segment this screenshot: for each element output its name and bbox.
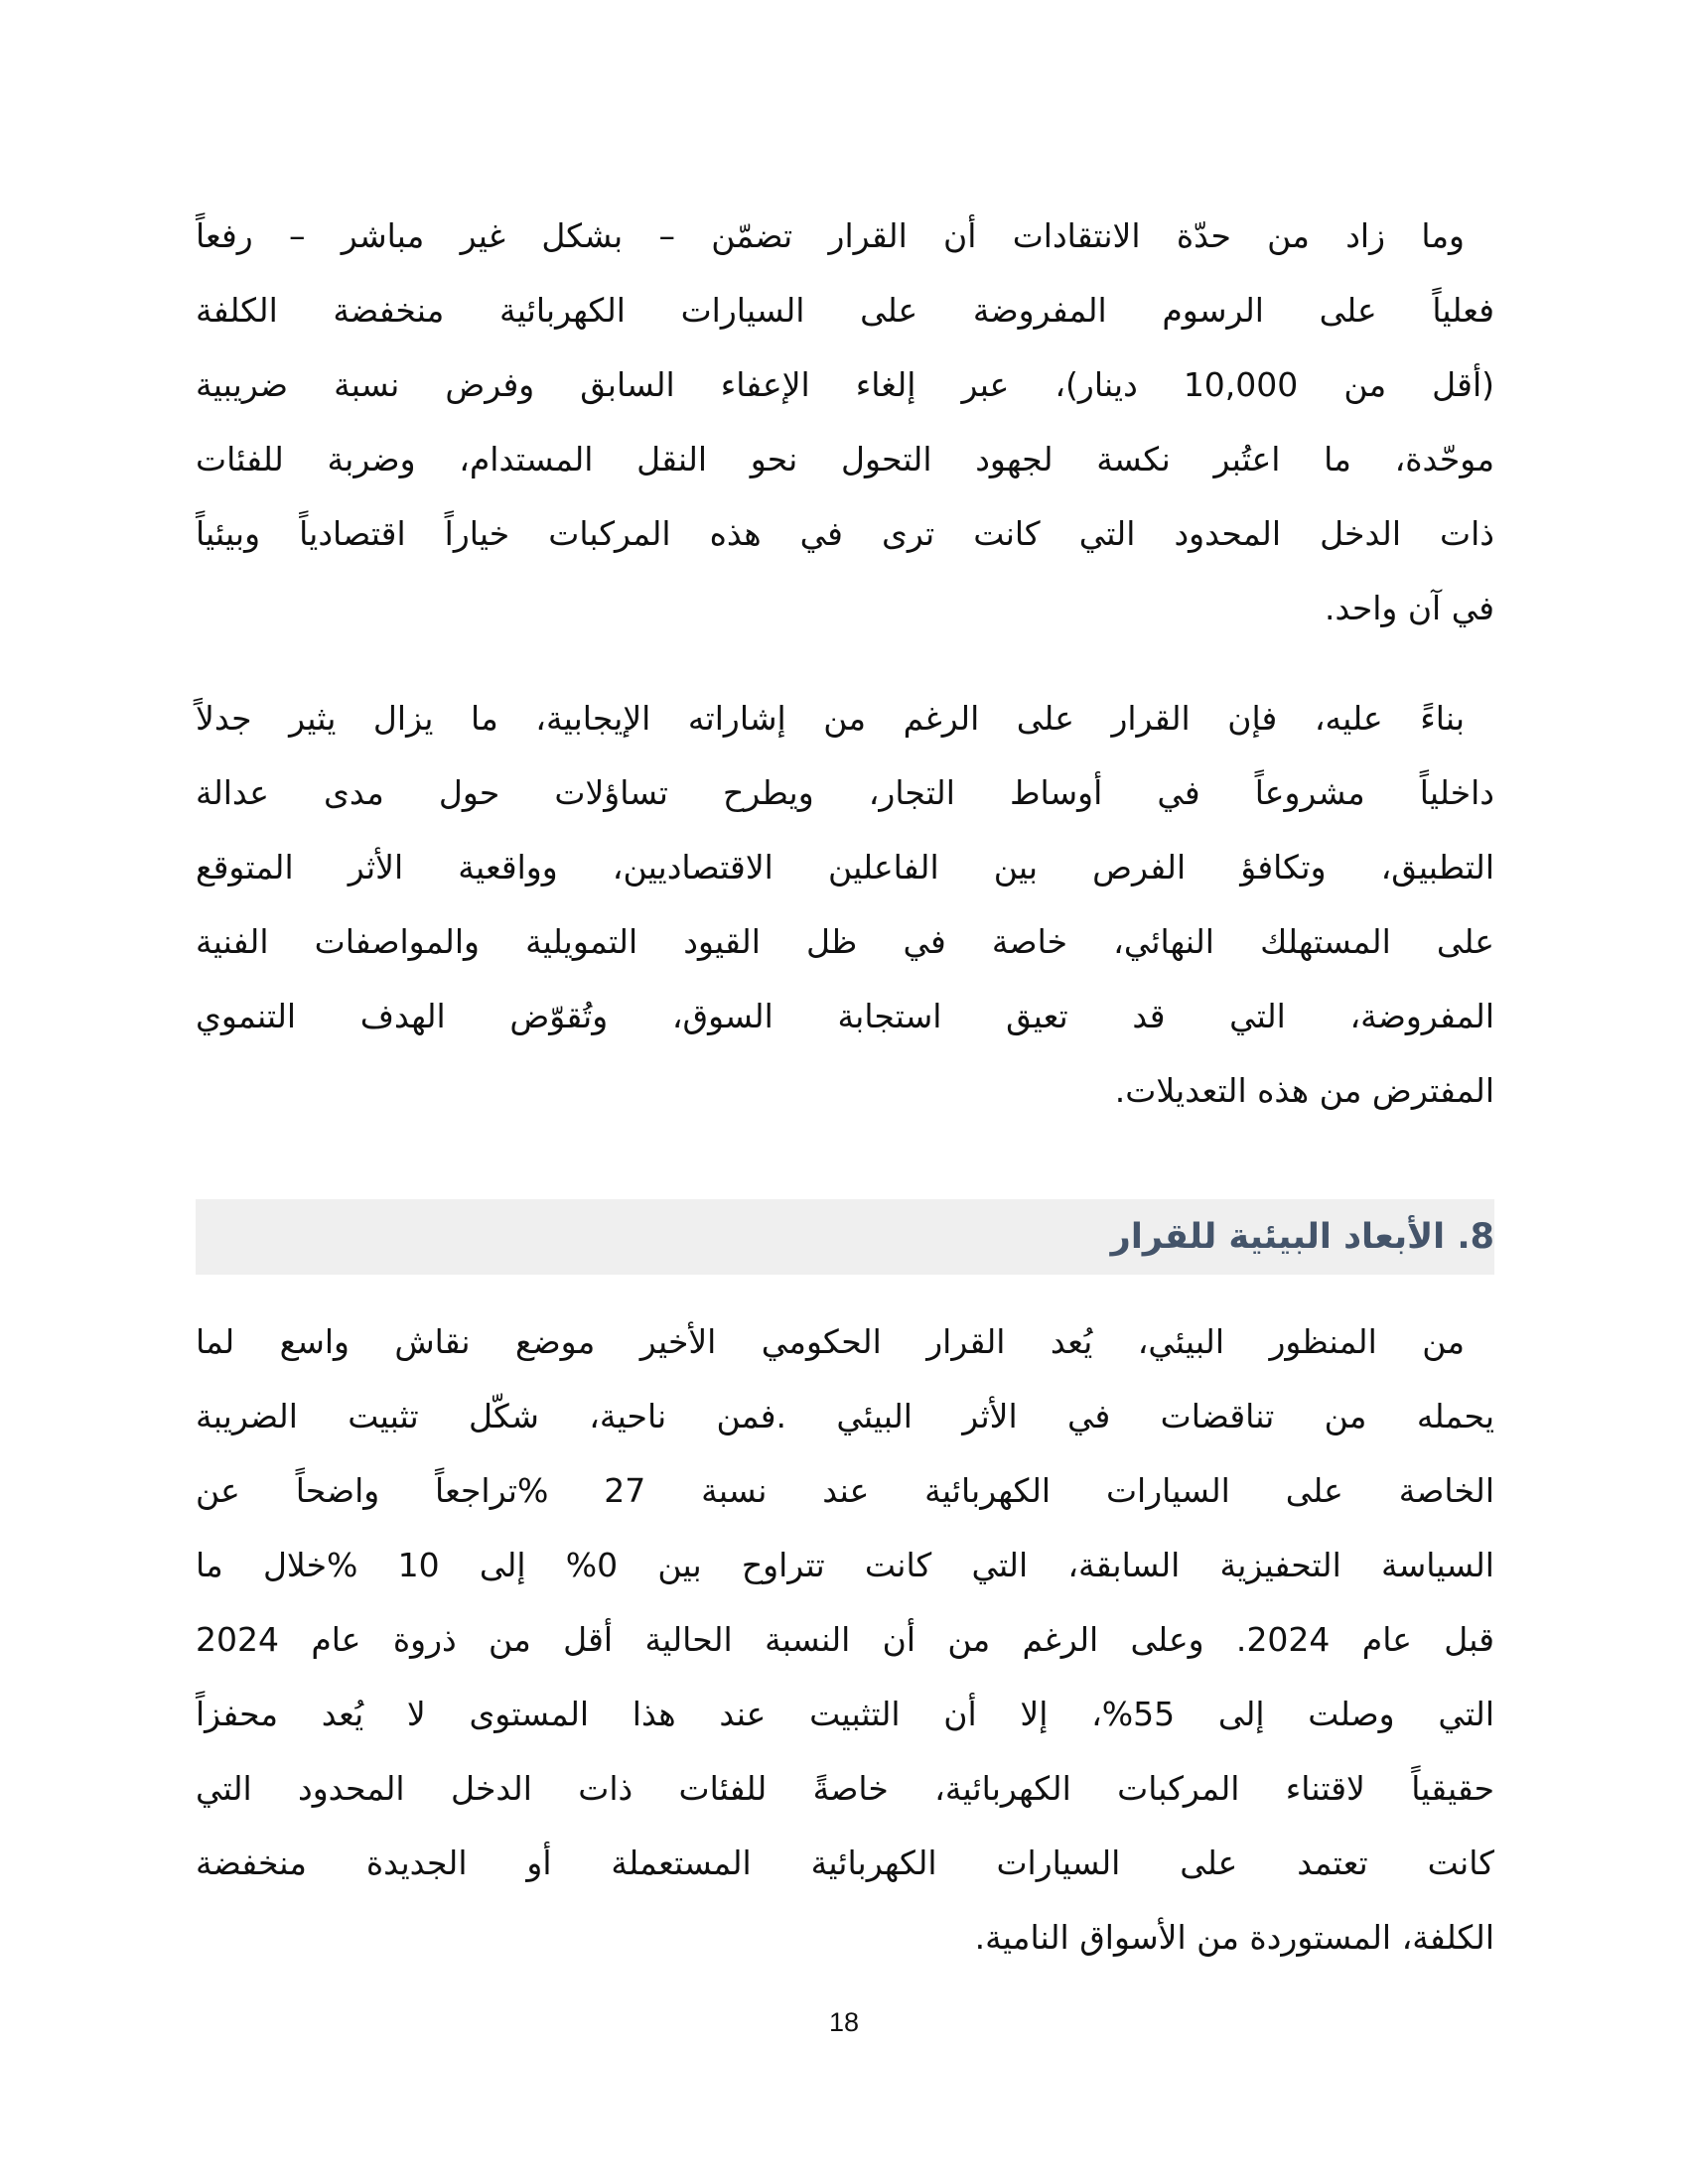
text-line: الخاصة على السيارات الكهربائية عند نسبة 27 %تراجعاً واضحاً عن: [196, 1471, 1494, 1510]
paragraph-conclusion: [196, 681, 1494, 1128]
text-line: في آن واحد.: [1325, 589, 1494, 627]
text-line: المفروضة، التي قد تعيق استجابة السوق، وتُقوّض الهدف التنموي: [196, 997, 1494, 1035]
text-line: فعلياً على الرسوم المفروضة على السيارات الكهربائية منخفضة الكلفة: [196, 291, 1494, 330]
text-line: قبل عام 2024. وعلى الرغم من أن النسبة الحالية أقل من ذروة عام 2024: [196, 1620, 1494, 1659]
section-heading-band: [196, 1199, 1494, 1275]
text-line: السياسة التحفيزية السابقة، التي كانت تتراوح بين 0% إلى 10 %خلال ما: [196, 1546, 1494, 1584]
text-line: المفترض من هذه التعديلات.: [1114, 1071, 1494, 1110]
text-line: موحّدة، ما اعتُبر نكسة لجهود التحول نحو النقل المستدام، وضربة للفئات: [196, 440, 1494, 478]
paragraph-environmental: [196, 1304, 1494, 1975]
text-line: وما زاد من حدّة الانتقادات أن القرار تضمّن – بشكل غير مباشر – رفعاً: [196, 216, 1465, 255]
text-line: على المستهلك النهائي، خاصة في ظل القيود التمويلية والمواصفات الفنية: [196, 922, 1494, 961]
text-line: حقيقياً لاقتناء المركبات الكهربائية، خاصةً للفئات ذات الدخل المحدود التي: [196, 1769, 1494, 1808]
text-line: التي وصلت إلى 55%، إلا أن التثبيت عند هذا المستوى لا يُعد محفزاً: [196, 1695, 1495, 1733]
page-number: 18: [828, 2007, 860, 2037]
text-line: بناءً عليه، فإن القرار على الرغم من إشاراته الإيجابية، ما يزال يثير جدلاً: [196, 699, 1465, 738]
text-line: داخلياً مشروعاً في أوساط التجار، ويطرح تساؤلات حول مدى عدالة: [196, 773, 1494, 812]
text-line: من المنظور البيئي، يُعد القرار الحكومي الأخير موضع نقاش واسع لما: [196, 1322, 1465, 1361]
paragraph-criticism: [196, 199, 1494, 645]
text-line: التطبيق، وتكافؤ الفرص بين الفاعلين الاقتصاديين، وواقعية الأثر المتوقع: [196, 848, 1494, 887]
text-line: كانت تعتمد على السيارات الكهربائية المستعملة أو الجديدة منخفضة: [196, 1843, 1494, 1882]
text-line: ذات الدخل المحدود التي كانت ترى في هذه المركبات خياراً اقتصادياً وبيئياً: [196, 514, 1494, 553]
text-line: (أقل من 10,000 دينار)، عبر إلغاء الإعفاء السابق وفرض نسبة ضريبية: [196, 365, 1494, 404]
section-heading: 8. الأبعاد البيئية للقرار: [1110, 1217, 1494, 1257]
text-line: يحمله من تناقضات في الأثر البيئي .فمن ناحية، شكّل تثبيت الضريبة: [196, 1397, 1494, 1435]
text-line: الكلفة، المستوردة من الأسواق النامية.: [974, 1918, 1494, 1957]
